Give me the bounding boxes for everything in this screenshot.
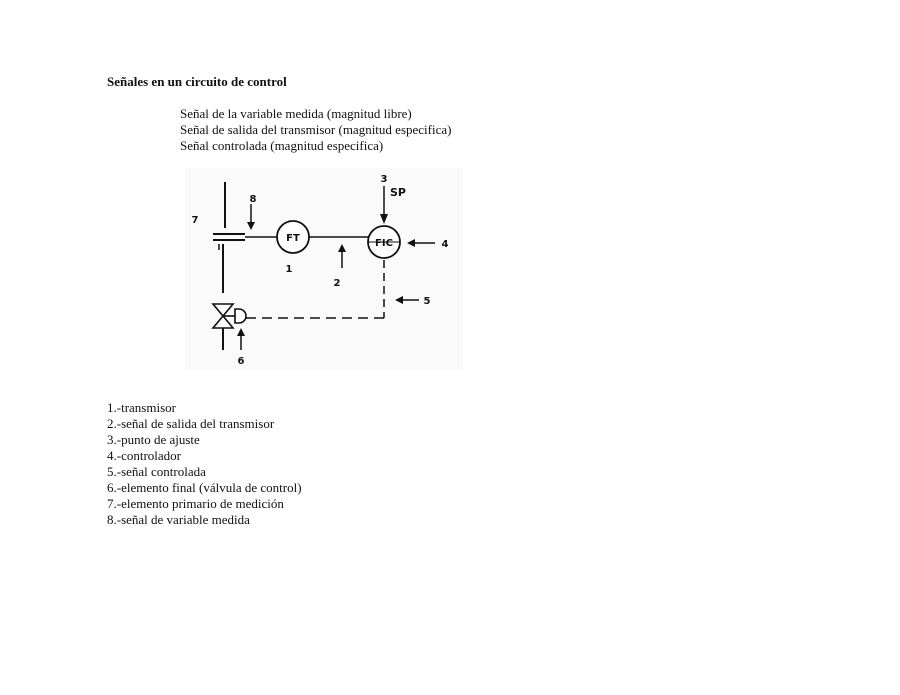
page-title: Señales en un circuito de control <box>107 74 287 89</box>
legend-item: 4.-controlador <box>107 448 182 463</box>
legend-item: 2.-señal de salida del transmisor <box>107 416 275 431</box>
signal-item: Señal de la variable medida (magnitud libre) <box>180 106 412 121</box>
label-6: 6 <box>237 356 245 367</box>
legend-item: 1.-transmisor <box>107 400 176 415</box>
label-5: 5 <box>423 296 431 307</box>
legend-item: 8.-señal de variable medida <box>107 512 250 527</box>
label-1: 1 <box>285 264 293 275</box>
legend-item: 7.-elemento primario de medición <box>107 496 284 511</box>
signal-item: Señal de salida del transmisor (magnitud especifica) <box>180 122 452 137</box>
legend-list <box>107 400 302 528</box>
control-loop-diagram <box>185 168 463 370</box>
legend-item: 5.-señal controlada <box>107 464 206 479</box>
label-7: 7 <box>191 215 199 226</box>
label-4: 4 <box>441 239 449 250</box>
control-loop-svg <box>185 168 463 370</box>
signal-item: Señal controlada (magnitud especifica) <box>180 138 384 153</box>
fic-label: FIC <box>375 238 393 249</box>
signal-list <box>180 106 451 154</box>
label-2: 2 <box>333 278 341 289</box>
label-3: 3 <box>380 174 388 185</box>
legend-item: 3.-punto de ajuste <box>107 432 200 447</box>
valve-actuator <box>235 309 246 323</box>
diagram-background <box>185 168 463 370</box>
label-8: 8 <box>249 194 257 205</box>
legend-item: 6.-elemento final (válvula de control) <box>107 480 302 495</box>
ft-label: FT <box>286 233 300 244</box>
sp-label: SP <box>390 186 406 199</box>
